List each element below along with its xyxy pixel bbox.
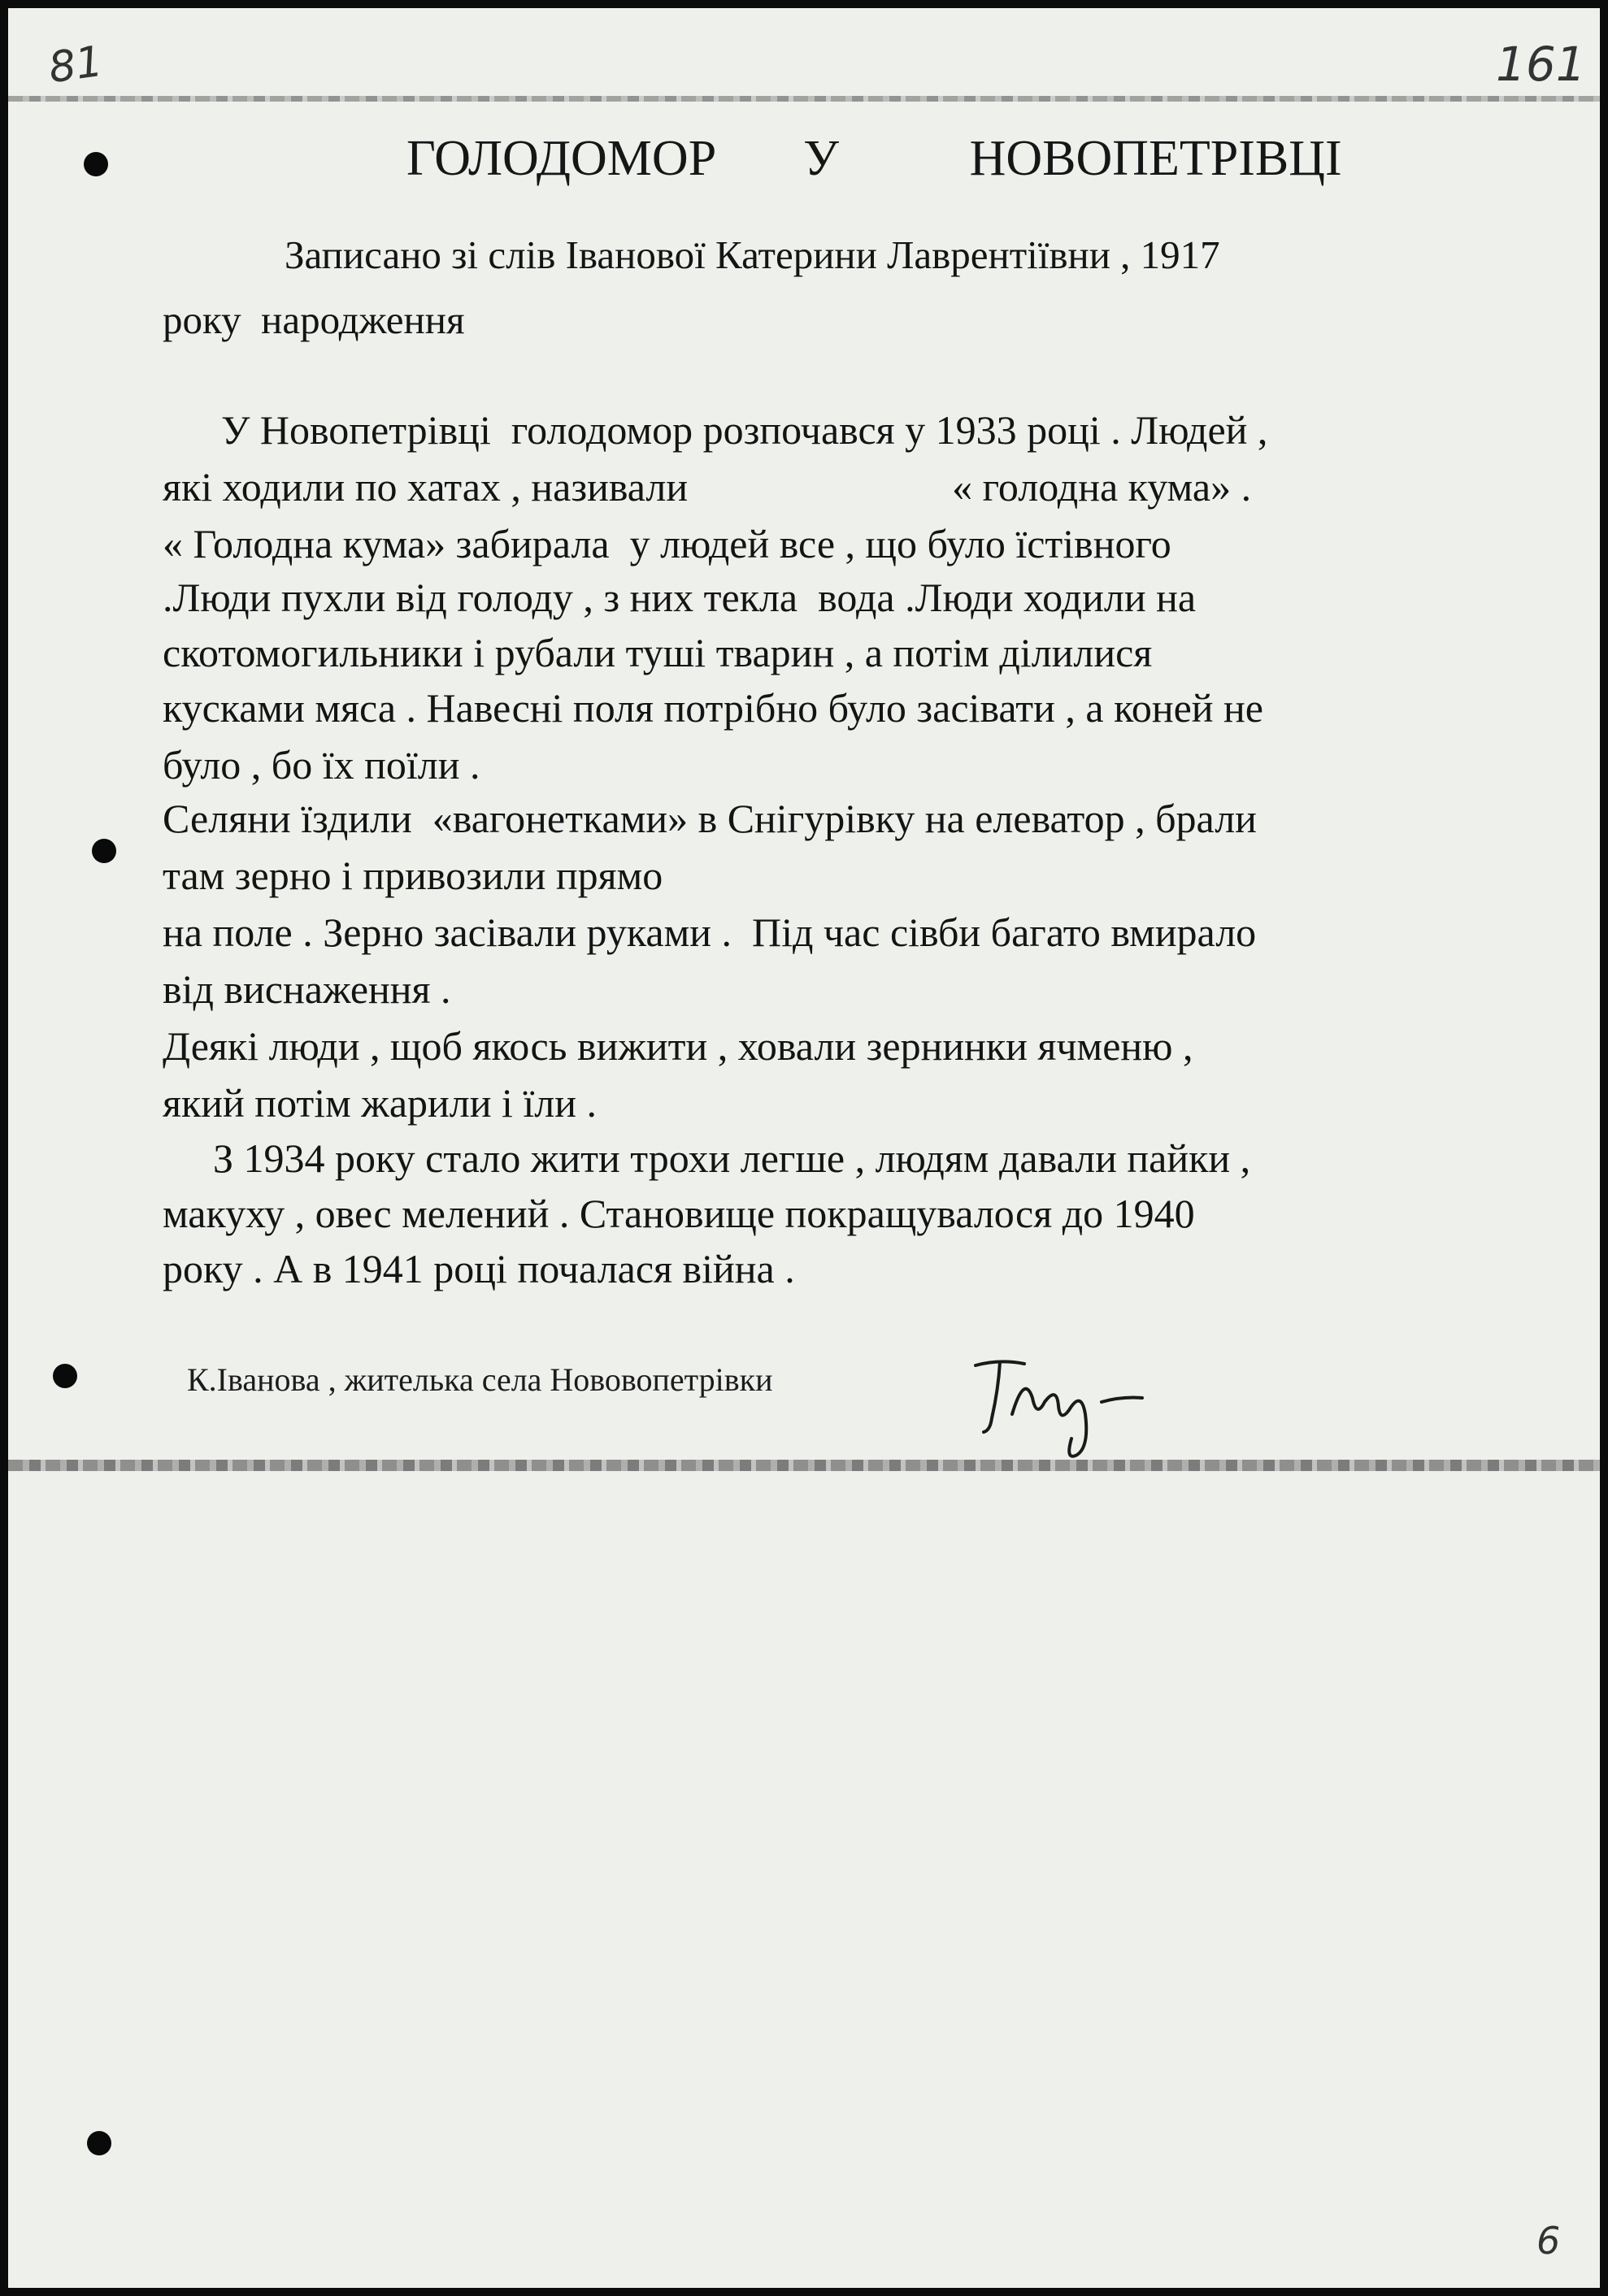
body-line: Деякі люди , щоб якось вижити , ховали зернинки ячменю , <box>163 1023 1193 1069</box>
body-line: року . А в 1941 році почалася війна . <box>163 1246 795 1291</box>
body-line: на поле . Зерно засівали руками . Під час сівби багато вмирало <box>163 909 1257 955</box>
punch-hole-icon <box>87 2131 111 2155</box>
body-line: там зерно і привозили прямо <box>163 853 663 898</box>
document-page <box>8 8 1600 2288</box>
punch-hole-icon <box>92 839 116 863</box>
signatory-line: К.Іванова , жителька села Нововопетрівки <box>187 1361 773 1398</box>
body-line: було , бо їх поїли . <box>163 742 480 788</box>
body-line: скотомогильники і рубали туші тварин , а потім ділилися <box>163 630 1153 675</box>
body-line: У Новопетрівці голодомор розпочався у 1933 році . Людей , <box>221 407 1268 453</box>
body-line: макуху , овес мелений . Становище покращувалося до 1940 <box>163 1191 1195 1236</box>
subtitle-line: Записано зі слів Іванової Катерини Лаврентіївни , 1917 <box>285 232 1220 277</box>
body-line: « Голодна кума» забирала у людей все , що було їстівного <box>163 521 1171 566</box>
punch-hole-icon <box>84 152 108 176</box>
body-line: від виснаження . <box>163 966 451 1012</box>
subtitle-line: року народження <box>163 297 465 342</box>
body-line: З 1934 року стало жити трохи легше , людям давали пайки , <box>213 1135 1251 1181</box>
body-line: .Люди пухли від голоду , з них текла вода .Люди ходили на <box>163 575 1197 620</box>
page-number: 6 <box>1536 2219 1561 2263</box>
archive-number-top-right: 161 <box>1496 37 1586 92</box>
top-scan-rule <box>8 96 1600 102</box>
body-line: які ходили по хатах , називали « голодна кума» . <box>163 464 1252 510</box>
handwritten-signature-icon <box>967 1341 1154 1463</box>
body-line: який потім жарили і їли . <box>163 1080 597 1126</box>
body-line: Селяни їздили «вагонетками» в Снігурівку на елеватор , брали <box>163 796 1257 841</box>
punch-hole-icon <box>53 1364 77 1388</box>
archive-number-top-left: 81 <box>46 37 106 93</box>
body-line: кусками мяса . Навесні поля потрібно було засівати , а коней не <box>163 685 1264 731</box>
document-title: ГОЛОДОМОР У НОВОПЕТРІВЦІ <box>406 131 1342 186</box>
bottom-scan-rule <box>8 1460 1600 1471</box>
